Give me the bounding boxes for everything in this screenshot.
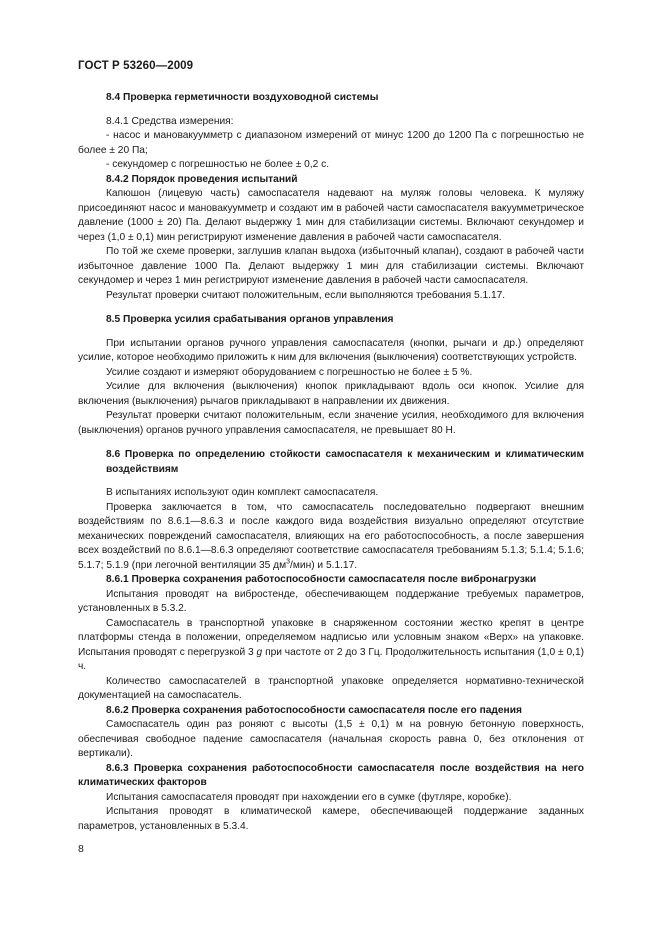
g-symbol: g	[256, 646, 263, 658]
paragraph-text: Самоспасатель в транспортной упаковке в снаряженном состоянии жестко крепят в центре платформы стенда в положении, определяемом надписью или условным знаком «Верх» на упаковке. Испытания проводят с перегрузкой 3	[78, 617, 584, 658]
paragraph: Испытания проводят в климатической камере, обеспечивающей поддержание заданных параметров, установленных в 5.3.4.	[78, 806, 584, 832]
paragraph-text: при частоте от 2 до 3 Гц. Продолжительность испытания (1,0 ± 0,1) ч.	[78, 646, 585, 672]
clause-8-4-1: 8.4.1 Средства измерения:	[106, 115, 234, 127]
paragraph: Капюшон (лицевую часть) самоспасателя надевают на муляж головы человека. К муляжу присоединяют насос и мановакуумметр и создают им в рабочей части самоспасателя вакуумметрическое давление (1000 ± 20) Па. Делают выдержку 1 мин для стабилизации системы. Включают секундомер и через (1,0 ± 0,1) мин регистрируют изменение давления в рабочей части самоспасателя.	[78, 188, 584, 243]
paragraph: Испытания проводят на вибростенде, обеспечивающем поддержание требуемых параметров, установленных в 5.3.2.	[78, 588, 584, 614]
paragraph: Усилие для включения (выключения) кнопок прикладывают вдоль оси кнопок. Усилие для включения (выключения) рычагов прикладывают в направлении их движения.	[78, 381, 584, 407]
superscript: 3	[286, 558, 291, 566]
paragraph: Усилие создают и измеряют оборудованием с погрешностью не более ± 5 %.	[106, 366, 473, 378]
page-content	[78, 91, 584, 834]
list-item: - насос и мановакуумметр с диапазоном измерений от минус 1200 до 1200 Па с погрешностью не более ± 20 Па;	[78, 130, 584, 156]
list-item: - секундомер с погрешностью не более ± 0,2 с.	[106, 159, 330, 170]
section-8-6-title: 8.6 Проверка по определению стойкости самоспасателя к механическим и климатическим воздействиям	[106, 449, 584, 475]
paragraph-text: /мин) и 5.1.17.	[290, 559, 358, 571]
clause-8-6-1-title: 8.6.1 Проверка сохранения работоспособности самоспасателя после вибронагрузки	[106, 574, 537, 585]
paragraph: В испытаниях используют один комплект самоспасателя.	[106, 487, 379, 498]
paragraph	[78, 501, 584, 574]
paragraph: По той же схеме проверки, заглушив клапан выдоха (избыточный клапан), создают в рабочей части избыточное давление 1000 Па. Делают выдержку 1 мин для стабилизации системы. Включают секундомер и через 1 мин регистрируют изменение давления в рабочей части самоспасателя.	[78, 246, 584, 286]
paragraph: Результат проверки считают положительным, если выполняются требования 5.1.17.	[106, 289, 506, 301]
paragraph	[78, 617, 584, 675]
clause-8-6-2-title: 8.6.2 Проверка сохранения работоспособности самоспасателя после его падения	[106, 704, 522, 716]
document-header: ГОСТ Р 53260—2009	[78, 60, 194, 72]
section-8-5-title: 8.5 Проверка усилия срабатывания органов управления	[106, 314, 394, 325]
paragraph: Самоспасатель один раз роняют с высоты (1,5 ± 0,1) м на ровную бетонную поверхность, обеспечивая свободное падение самоспасателя (начальная скорость равна 0, без отклонения от вертикали).	[78, 719, 584, 759]
page-number: 8	[78, 843, 84, 855]
section-8-4-title: 8.4 Проверка герметичности воздуховодной системы	[106, 92, 379, 103]
paragraph: Испытания самоспасателя проводят при нахождении его в сумке (футляре, коробке).	[106, 791, 512, 803]
paragraph: Результат проверки считают положительным, если значение усилия, необходимого для включения (выключения) органов ручного управления самоспасателя, не превышает 80 Н.	[78, 410, 584, 436]
paragraph: При испытании органов ручного управления самоспасателя (кнопки, рычаги и др.) определяют усилие, которое необходимо приложить к ним для включения (выключения) соответствующих устройств.	[78, 337, 584, 363]
clause-8-4-2-title: 8.4.2 Порядок проведения испытаний	[106, 173, 298, 185]
paragraph: Количество самоспасателей в транспортной упаковке определяется нормативно-технической документацией на самоспасатель.	[78, 675, 584, 701]
clause-8-6-3-title: 8.6.3 Проверка сохранения работоспособности самоспасателя после воздействия на него климатических факторов	[78, 762, 584, 788]
paragraph-text: Проверка заключается в том, что самоспасатель последовательно подвергают внешним воздействиям по 8.6.1—8.6.3 и после каждого вида воздействия визуально определяют отсутствие механических повреждений самоспасателя, влияющих на его работоспособность, а после завершения всех воздействий по 8.6.1—8.6.3 определяют соответствие самоспасателя требованиям 5.1.3; 5.1.4; 5.1.6; 5.1.7; 5.1.9 (при легочной вентиляции 35 дм	[78, 501, 584, 571]
